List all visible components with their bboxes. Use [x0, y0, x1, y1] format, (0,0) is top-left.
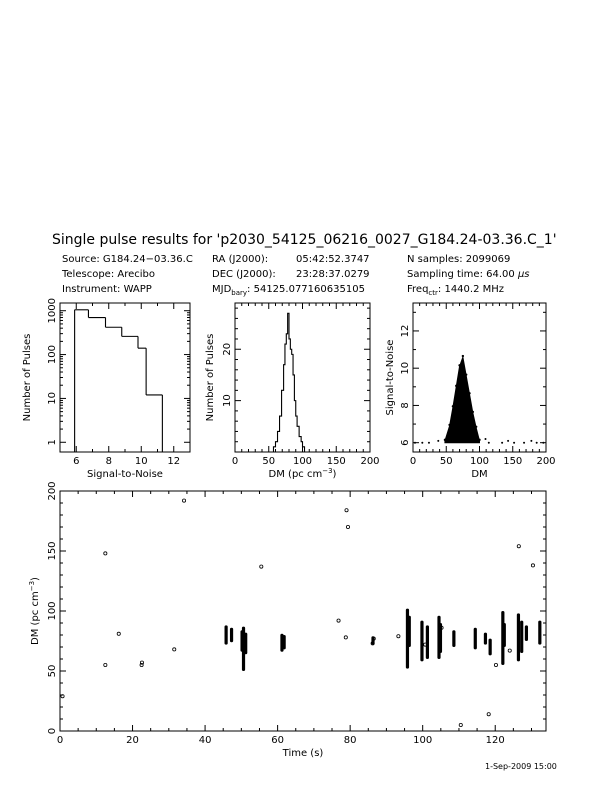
snr-dm-point — [513, 442, 515, 444]
dm-time-point — [459, 723, 462, 726]
plot-frame — [235, 303, 370, 452]
dm-time-cluster — [283, 635, 286, 649]
x-tick-label: 8 — [105, 456, 112, 467]
y-tick-label: 6 — [400, 439, 411, 446]
dm-time-cluster — [420, 621, 423, 662]
snr-dm-point — [530, 440, 532, 442]
snr-dm-point — [536, 442, 538, 444]
dm-time-point — [173, 648, 176, 651]
snr-dm-point — [478, 439, 480, 441]
y-tick-label: 1000 — [47, 297, 58, 324]
x-tick-label: 0 — [409, 456, 417, 467]
x-tick-label: 100 — [469, 456, 490, 467]
dm-time-cluster — [538, 621, 541, 645]
header-sampling-text: Sampling time: 64.00 — [407, 269, 518, 280]
plot-frame — [60, 303, 190, 452]
timestamp: 1-Sep-2009 15:00 — [485, 762, 557, 771]
snr-dm-point — [475, 426, 477, 428]
x-tick-label: 12 — [167, 456, 181, 467]
dm-time-cluster — [452, 630, 455, 647]
x-tick-label: 0 — [56, 735, 64, 746]
page-title: Single pulse results for 'p2030_54125_06216_0027_G184.24-03.36.C_1' — [52, 232, 557, 248]
y-axis-label: DM (pc $cm^{-3}$) — [28, 577, 41, 645]
x-tick-label: 0 — [231, 456, 239, 467]
dm-time-point — [182, 499, 185, 502]
dm-time-cluster — [230, 628, 233, 642]
dm-time-cluster — [489, 639, 492, 656]
snr-dm-point — [542, 442, 544, 444]
snr-dm-point — [472, 411, 474, 413]
snr-dm-point — [421, 442, 423, 444]
y-tick-label: 12 — [400, 324, 411, 338]
snr-dm-point — [458, 364, 460, 366]
dm-time-point — [345, 509, 348, 512]
snr-vs-dm-plot — [385, 303, 556, 480]
dm-time-cluster — [503, 623, 506, 647]
header-mjd-sub: bary — [231, 289, 248, 297]
snr-dm-point — [414, 442, 416, 444]
dm-time-cluster — [439, 623, 442, 653]
x-tick-label: 120 — [485, 735, 505, 746]
y-tick-label: 10 — [222, 394, 233, 407]
header-instrument: Instrument: WAPP — [62, 284, 152, 295]
snr-dm-point — [501, 442, 503, 444]
dm-time-point — [104, 552, 107, 555]
header-ra-label: RA (J2000): — [212, 254, 269, 265]
header-freq-value: : 1440.2 MHz — [437, 284, 505, 295]
snr-histogram-plot — [22, 298, 190, 480]
x-axis-label: Signal-to-Noise — [87, 469, 163, 480]
dm-time-point — [508, 649, 511, 652]
dm-time-cluster — [520, 621, 523, 653]
y-tick-label: 0 — [47, 727, 58, 735]
dm-time-point — [346, 525, 349, 528]
header-dec-label: DEC (J2000): — [212, 269, 276, 280]
x-axis-label: Time (s) — [282, 748, 324, 759]
snr-dm-point — [444, 439, 446, 441]
snr-dm-point — [455, 385, 457, 387]
snr-dm-point — [462, 355, 464, 357]
dm-time-point — [487, 713, 490, 716]
y-tick-label: 8 — [400, 402, 411, 409]
plot-frame — [60, 491, 546, 731]
dm-time-cluster — [225, 625, 228, 644]
x-tick-label: 150 — [326, 456, 346, 467]
x-tick-label: 60 — [271, 735, 284, 746]
dm-time-point — [494, 663, 497, 666]
y-tick-label: 20 — [222, 342, 233, 356]
x-tick-label: 6 — [73, 456, 80, 467]
header-freq-sub: ctr — [428, 289, 438, 297]
dm-time-cluster — [484, 633, 487, 645]
x-tick-label: 50 — [439, 456, 453, 467]
snr-dm-point — [437, 440, 439, 442]
dm-time-point — [531, 564, 534, 567]
dm-time-cluster — [525, 625, 528, 641]
snr-dm-point — [448, 424, 450, 426]
x-tick-label: 150 — [503, 456, 523, 467]
header-telescope: Telescope: Arecibo — [62, 269, 155, 280]
snr-dm-point — [484, 438, 486, 440]
x-tick-label: 10 — [134, 456, 148, 467]
dm-histogram-line — [271, 313, 304, 452]
snr-dm-point — [507, 440, 509, 442]
y-axis-label: Number of Pulses — [22, 333, 33, 422]
dm-time-cluster — [426, 625, 429, 659]
y-tick-label: 1 — [47, 439, 58, 446]
x-tick-label: 80 — [343, 735, 357, 746]
header-sampling-unit: μs — [517, 269, 530, 280]
snr-dm-point — [452, 405, 454, 407]
snr-dm-point — [465, 373, 467, 375]
header-mjd-value: : 54125.077160635105 — [247, 284, 365, 295]
snr-dm-point — [523, 442, 525, 444]
snr-dm-dense-cloud — [445, 357, 480, 443]
dm-time-point — [517, 545, 520, 548]
x-axis-label: DM — [471, 469, 488, 480]
y-tick-label: 100 — [47, 601, 58, 621]
header-dec-value: 23:28:37.0279 — [296, 269, 370, 280]
header-nsamples: N samples: 2099069 — [407, 254, 511, 265]
x-axis-label: DM (pc $cm^{-3}$) — [268, 467, 337, 480]
dm-time-cluster — [244, 633, 247, 655]
dm-time-cluster — [408, 616, 411, 647]
y-tick-label: 10 — [47, 392, 58, 405]
snr-dm-point — [468, 392, 470, 394]
y-axis-label: Signal-to-Noise — [385, 339, 396, 416]
dm-time-point — [397, 635, 400, 638]
plot-frame — [413, 303, 546, 452]
header-mjd-label: MJD — [212, 284, 232, 295]
y-tick-label: 50 — [47, 664, 58, 678]
x-tick-label: 50 — [262, 456, 276, 467]
header-source: Source: G184.24−03.36.C — [62, 254, 193, 265]
dm-time-point — [104, 663, 107, 666]
dm-time-cluster — [474, 628, 477, 650]
snr-dm-point — [428, 442, 430, 444]
dm-time-point — [337, 619, 340, 622]
dm-histogram-plot — [205, 303, 380, 480]
dm-time-point — [344, 636, 347, 639]
y-tick-label: 200 — [47, 481, 58, 501]
x-tick-label: 200 — [360, 456, 380, 467]
x-tick-label: 20 — [126, 735, 139, 746]
dm-time-cluster — [517, 613, 520, 661]
y-tick-label: 100 — [47, 345, 58, 365]
snr-dm-point — [488, 442, 490, 444]
header-freq-label: Freq — [407, 284, 429, 295]
x-tick-label: 100 — [292, 456, 313, 467]
y-tick-label: 10 — [400, 361, 411, 375]
header-ra-value: 05:42:52.3747 — [296, 254, 370, 265]
dm-vs-time-plot — [28, 481, 546, 759]
x-tick-label: 40 — [198, 735, 212, 746]
y-axis-label: Number of Pulses — [205, 333, 216, 422]
y-tick-label: 150 — [47, 541, 58, 561]
x-tick-label: 100 — [413, 735, 433, 746]
x-tick-label: 200 — [536, 456, 556, 467]
dm-time-point — [260, 565, 263, 568]
dm-time-point — [117, 632, 120, 635]
